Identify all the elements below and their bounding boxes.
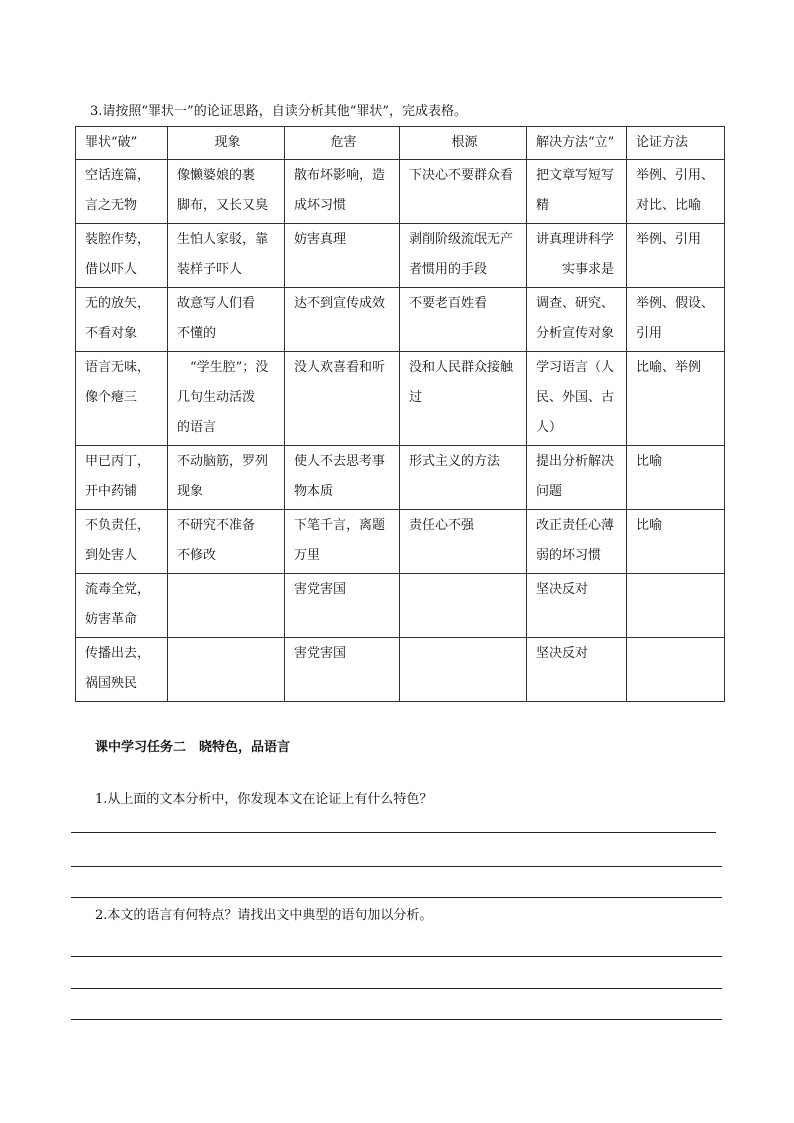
table-cell: 不动脑筋，罗列 现象: [168, 446, 285, 510]
table-cell: 装腔作势， 借以吓人: [76, 224, 168, 288]
table-cell: 举例、引用: [627, 224, 725, 288]
table-cell: 空话连篇， 言之无物: [76, 160, 168, 224]
table-cell: 比喻: [627, 510, 725, 574]
table-row: [76, 288, 725, 352]
table-cell: [400, 574, 527, 638]
table-cell: [627, 574, 725, 638]
header-cell: 根源: [400, 127, 527, 160]
header-cell: 现象: [168, 127, 285, 160]
answer-line[interactable]: [71, 1019, 722, 1020]
table-cell: 没人欢喜看和听: [285, 352, 400, 446]
table-cell: [168, 638, 285, 702]
table-cell: 责任心不强: [400, 510, 527, 574]
table-cell: 达不到宣传成效: [285, 288, 400, 352]
answer-line[interactable]: [71, 866, 722, 867]
header-cell: 危害: [285, 127, 400, 160]
header-cell: 解决方法“立”: [527, 127, 627, 160]
table-cell: 学习语言（人 民、外国、古 人）: [527, 352, 627, 446]
table-cell: [168, 574, 285, 638]
header-cell: 论证方法: [627, 127, 725, 160]
table-cell: 调查、研究、 分析宣传对象: [527, 288, 627, 352]
header-cell: 罪状“破”: [76, 127, 168, 160]
table-cell: 害党害国: [285, 638, 400, 702]
question-3: 3.请按照“罪状一”的论证思路，自读分析其他“罪状”，完成表格。: [90, 104, 467, 119]
table-cell: 妨害真理: [285, 224, 400, 288]
table-cell: 不负责任， 到处害人: [76, 510, 168, 574]
table-row: [76, 352, 725, 446]
table-cell: 像懒婆娘的裹 脚布，又长又臭: [168, 160, 285, 224]
table-cell: 害党害国: [285, 574, 400, 638]
table-cell: “学生腔”；没 几句生动活泼 的语言: [168, 352, 285, 446]
table-cell: 甲已丙丁， 开中药铺: [76, 446, 168, 510]
task-2-title: 课中学习任务二 晓特色，品语言: [95, 740, 291, 755]
table-cell: 改正责任心薄 弱的坏习惯: [527, 510, 627, 574]
answer-line[interactable]: [71, 832, 716, 833]
table-cell: [627, 638, 725, 702]
table-cell: 讲真理讲科学 实事求是: [527, 224, 627, 288]
table-row: [76, 224, 725, 288]
table-cell: [400, 638, 527, 702]
table-cell: 使人不去思考事 物本质: [285, 446, 400, 510]
question-1: 1.从上面的文本分析中，你发现本文在论证上有什么特色？: [95, 792, 433, 807]
table-row: [76, 160, 725, 224]
table-cell: 形式主义的方法: [400, 446, 527, 510]
table-cell: 没和人民群众接触 过: [400, 352, 527, 446]
table-cell: 生怕人家驳，靠 装样子吓人: [168, 224, 285, 288]
table-cell: 传播出去， 祸国殃民: [76, 638, 168, 702]
table-row: [76, 574, 725, 638]
table-cell: 把文章写短写 精: [527, 160, 627, 224]
question-2: 2.本文的语言有何特点？请找出文中典型的语句加以分析。: [95, 908, 433, 923]
table-cell: 下笔千言，离题 万里: [285, 510, 400, 574]
table-cell: 剥削阶级流氓无产 者惯用的手段: [400, 224, 527, 288]
table-cell: 下决心不要群众看: [400, 160, 527, 224]
table-cell: 比喻: [627, 446, 725, 510]
table-cell: 语言无味， 像个瘪三: [76, 352, 168, 446]
table-row: [76, 510, 725, 574]
answer-line[interactable]: [71, 988, 722, 989]
table-cell: 不要老百姓看: [400, 288, 527, 352]
table-cell: 不研究不准备 不修改: [168, 510, 285, 574]
table-cell: 提出分析解决 问题: [527, 446, 627, 510]
table-cell: 举例、引用、 对比、比喻: [627, 160, 725, 224]
table-cell: 坚决反对: [527, 638, 627, 702]
answer-line[interactable]: [71, 956, 722, 957]
table-header-row: [76, 127, 725, 160]
table-cell: 比喻、举例: [627, 352, 725, 446]
table-row: [76, 446, 725, 510]
table-cell: 故意写人们看 不懂的: [168, 288, 285, 352]
table-cell: 散布坏影响，造 成坏习惯: [285, 160, 400, 224]
analysis-table: [75, 126, 725, 702]
answer-line[interactable]: [71, 897, 722, 898]
table-cell: 举例、假设、 引用: [627, 288, 725, 352]
table-cell: 无的放矢， 不看对象: [76, 288, 168, 352]
table-cell: 流毒全党， 妨害革命: [76, 574, 168, 638]
table-cell: 坚决反对: [527, 574, 627, 638]
table-row: [76, 638, 725, 702]
